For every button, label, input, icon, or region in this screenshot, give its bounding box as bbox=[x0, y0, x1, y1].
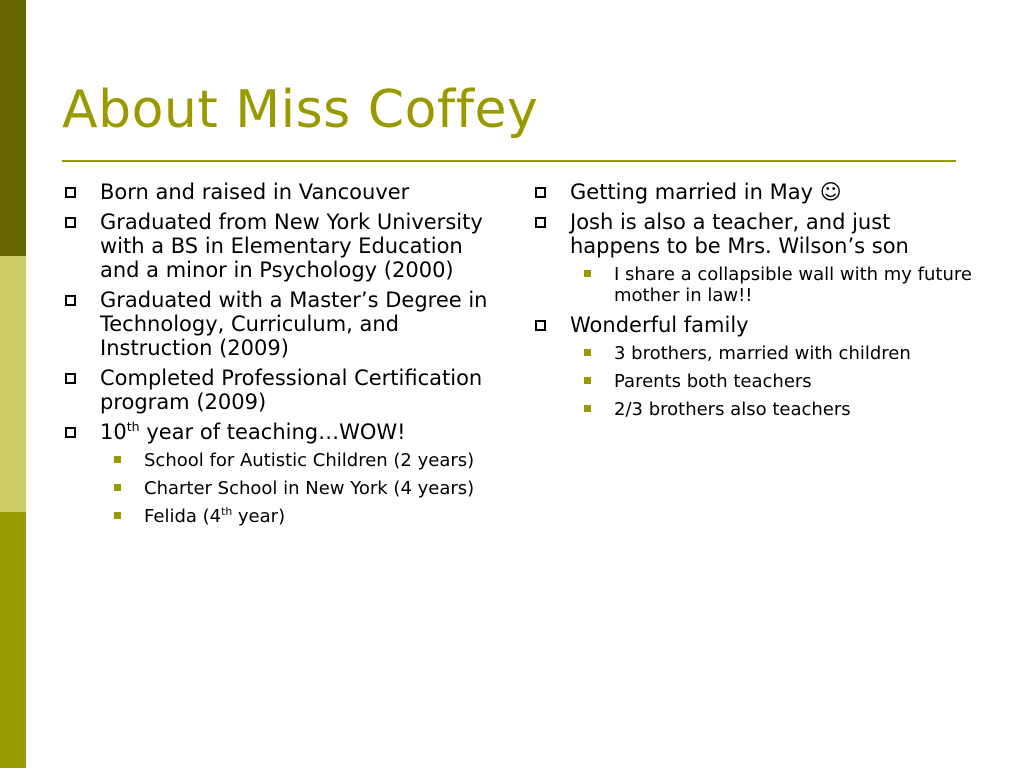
left-column bbox=[62, 180, 492, 534]
hollow-square-bullet-icon bbox=[65, 217, 76, 228]
hollow-square-bullet-icon bbox=[535, 320, 546, 331]
bullet-text: Getting married in May ☺ bbox=[570, 180, 842, 204]
bullet-item-married bbox=[532, 180, 982, 204]
filled-square-bullet-icon bbox=[114, 512, 121, 519]
bullet-item-family bbox=[532, 313, 982, 420]
sub-bullet-item bbox=[106, 506, 492, 527]
sub-bullet-text: 3 brothers, married with children bbox=[614, 343, 911, 364]
bullet-text: Born and raised in Vancouver bbox=[100, 180, 410, 204]
hollow-square-bullet-icon bbox=[65, 295, 76, 306]
bullet-text: 10th year of teaching…WOW! bbox=[100, 419, 406, 444]
filled-square-bullet-icon bbox=[584, 349, 591, 356]
bullet-item-certification bbox=[62, 366, 492, 414]
sub-bullet-text: I share a collapsible wall with my future mother in law!! bbox=[614, 264, 972, 306]
sub-bullet-item bbox=[576, 371, 982, 392]
bullet-text: Graduated from New York University with a BS in Elementary Education and a minor in Psychology (2000) bbox=[100, 210, 483, 282]
right-bullet-list bbox=[532, 180, 982, 420]
bullet-item-josh bbox=[532, 210, 982, 306]
hollow-square-bullet-icon bbox=[65, 427, 76, 438]
bullet-item-bachelors bbox=[62, 210, 492, 282]
sub-bullet-text: Parents both teachers bbox=[614, 371, 812, 392]
sub-bullet-item bbox=[576, 264, 982, 306]
bullet-text: Completed Professional Certification program (2009) bbox=[100, 366, 483, 414]
filled-square-bullet-icon bbox=[584, 270, 591, 277]
sub-bullet-text: School for Autistic Children (2 years) bbox=[144, 450, 475, 471]
filled-square-bullet-icon bbox=[584, 405, 591, 412]
slide-title: About Miss Coffey bbox=[62, 80, 539, 140]
decorative-stripe-bottom bbox=[0, 512, 26, 768]
sub-bullet-list bbox=[576, 264, 982, 306]
sub-bullet-list bbox=[576, 343, 982, 420]
sub-bullet-item bbox=[576, 399, 982, 420]
filled-square-bullet-icon bbox=[114, 484, 121, 491]
sub-bullet-item bbox=[106, 478, 492, 499]
decorative-stripe-middle bbox=[0, 256, 26, 512]
filled-square-bullet-icon bbox=[584, 377, 591, 384]
hollow-square-bullet-icon bbox=[65, 187, 76, 198]
sub-bullet-text: Felida (4th year) bbox=[144, 505, 286, 527]
sub-bullet-item bbox=[106, 450, 492, 471]
bullet-text: Graduated with a Master’s Degree in Technology, Curriculum, and Instruction (2009) bbox=[100, 288, 488, 360]
left-bullet-list bbox=[62, 180, 492, 527]
hollow-square-bullet-icon bbox=[535, 187, 546, 198]
title-divider bbox=[62, 160, 956, 162]
bullet-item-born bbox=[62, 180, 492, 204]
bullet-text: Wonderful family bbox=[570, 313, 749, 337]
sub-bullet-text: Charter School in New York (4 years) bbox=[144, 478, 475, 499]
filled-square-bullet-icon bbox=[114, 456, 121, 463]
hollow-square-bullet-icon bbox=[535, 217, 546, 228]
right-column bbox=[532, 180, 982, 427]
hollow-square-bullet-icon bbox=[65, 373, 76, 384]
bullet-item-masters bbox=[62, 288, 492, 360]
bullet-text: Josh is also a teacher, and just happens to be Mrs. Wilson’s son bbox=[570, 210, 909, 258]
sub-bullet-list bbox=[106, 450, 492, 527]
sub-bullet-item bbox=[576, 343, 982, 364]
sub-bullet-text: 2/3 brothers also teachers bbox=[614, 399, 851, 420]
decorative-stripe-top bbox=[0, 0, 26, 256]
bullet-item-teaching-year bbox=[62, 420, 492, 527]
